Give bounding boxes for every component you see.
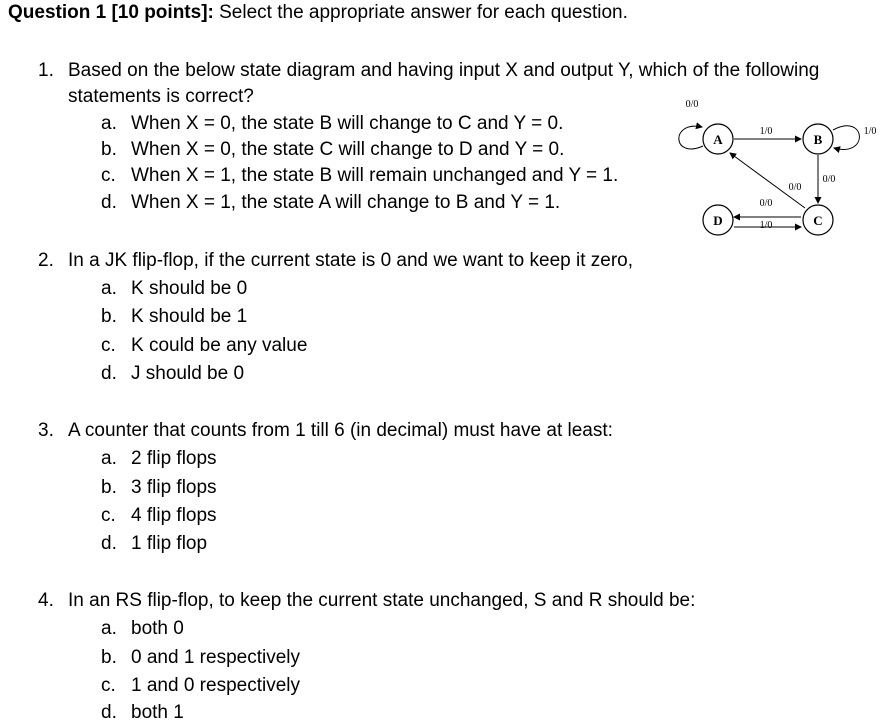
question-number: 2. xyxy=(38,250,54,271)
option-letter: d. xyxy=(101,192,117,213)
option-letter: a. xyxy=(101,113,117,134)
q3-option-a[interactable] xyxy=(101,448,217,470)
option-text: 1 and 0 respectively xyxy=(131,675,300,696)
option-letter: d. xyxy=(101,363,117,384)
question-text: In a JK flip-flop, if the current state is 0 and we want to keep it zero, xyxy=(68,250,634,271)
question-text: A counter that counts from 1 till 6 (in decimal) must have at least: xyxy=(68,420,613,441)
q2-option-c[interactable] xyxy=(101,335,307,357)
a-self-loop-arrow xyxy=(679,126,703,149)
c-to-a-label: 0/0 xyxy=(788,182,802,193)
q2-option-d[interactable] xyxy=(101,363,244,385)
q4-option-a[interactable] xyxy=(101,618,184,640)
question-title: Question 1 [10 points]: xyxy=(8,2,214,23)
option-letter: a. xyxy=(101,618,117,639)
q4-option-b[interactable] xyxy=(101,647,300,669)
d-to-c-label: 1/0 xyxy=(759,220,773,231)
q3-option-c[interactable] xyxy=(101,505,217,527)
option-letter: b. xyxy=(101,306,117,327)
option-text: J should be 0 xyxy=(131,363,245,384)
question-text: Based on the below state diagram and having input X and output Y, which of the following xyxy=(68,60,820,81)
option-text: K should be 0 xyxy=(131,278,248,299)
option-text: both 0 xyxy=(131,618,184,639)
a-self-loop-label: 0/0 xyxy=(685,99,699,110)
q3-option-b[interactable] xyxy=(101,477,217,499)
q2-option-a[interactable] xyxy=(101,278,247,300)
option-text: K should be 1 xyxy=(131,306,248,327)
q4-option-c[interactable] xyxy=(101,675,300,697)
c-to-d-label: 0/0 xyxy=(759,198,773,209)
option-text: When X = 1, the state A will change to B and Y = 1. xyxy=(131,192,561,213)
option-text: When X = 0, the state C will change to D and Y = 0. xyxy=(131,139,565,160)
question-number: 1. xyxy=(38,60,54,81)
option-text: K could be any value xyxy=(131,335,308,356)
option-letter: c. xyxy=(101,165,116,186)
option-text: 1 flip flop xyxy=(131,533,208,554)
option-text: 0 and 1 respectively xyxy=(131,647,300,668)
state-a-label: A xyxy=(713,132,723,147)
option-letter: b. xyxy=(101,139,117,160)
state-d-label: D xyxy=(713,213,723,228)
b-self-loop-arrow xyxy=(833,126,859,150)
q4-option-d[interactable] xyxy=(101,702,184,724)
question-number: 4. xyxy=(38,590,54,611)
option-letter: b. xyxy=(101,477,117,498)
option-text: both 1 xyxy=(131,702,184,723)
option-letter: c. xyxy=(101,505,116,526)
b-to-c-label: 0/0 xyxy=(822,174,836,185)
question-number: 3. xyxy=(38,420,54,441)
state-b-label: B xyxy=(813,132,823,147)
b-self-loop-label: 1/0 xyxy=(863,126,877,137)
q2-option-b[interactable] xyxy=(101,306,247,328)
option-letter: b. xyxy=(101,647,117,668)
option-letter: c. xyxy=(101,675,116,696)
question-text-continued: statements is correct? xyxy=(68,86,254,107)
option-letter: d. xyxy=(101,533,117,554)
option-letter: a. xyxy=(101,448,117,469)
option-text: When X = 1, the state B will remain unchanged and Y = 1. xyxy=(131,165,619,186)
a-to-b-label: 1/0 xyxy=(759,126,773,137)
option-letter: d. xyxy=(101,702,117,723)
option-text: When X = 0, the state B will change to C and Y = 0. xyxy=(131,113,564,134)
question-instructions: Select the appropriate answer for each question. xyxy=(213,2,628,23)
state-c-label: C xyxy=(813,213,823,228)
question-text: In an RS flip-flop, to keep the current state unchanged, S and R should be: xyxy=(68,590,696,611)
option-text: 3 flip flops xyxy=(131,477,217,498)
option-text: 2 flip flops xyxy=(131,448,217,469)
option-letter: c. xyxy=(101,335,116,356)
option-letter: a. xyxy=(101,278,117,299)
option-text: 4 flip flops xyxy=(131,505,217,526)
q3-option-d[interactable] xyxy=(101,533,207,555)
